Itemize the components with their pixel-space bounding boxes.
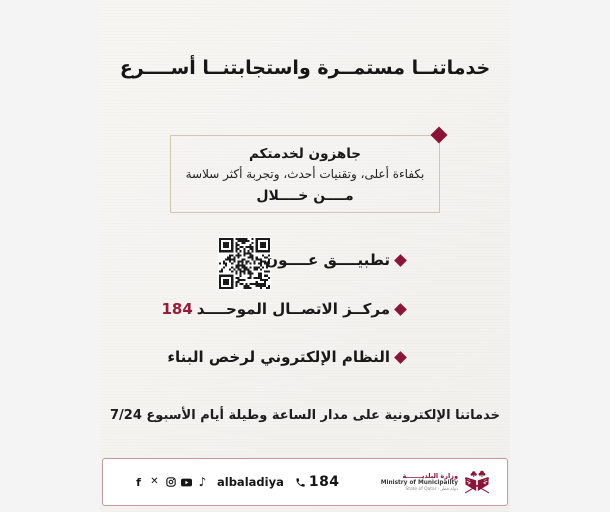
footer-bar	[102, 458, 508, 506]
intro-line-through: مــــن خــــلال	[256, 188, 354, 205]
service-building-permits	[167, 348, 405, 366]
diamond-bullet-icon	[394, 351, 407, 364]
intro-line-efficiency: بكفاءة أعلى، وتقنيات أحدث، وتجربة أكثر سلاسة	[185, 167, 425, 182]
contact-center-number: 184	[161, 300, 193, 318]
tiktok-icon: ♪	[198, 475, 207, 489]
facebook-icon: f	[136, 475, 141, 489]
poster-headline: خدماتنــا مستمــرة واستجابتنــا أســــرع	[119, 57, 491, 79]
service-label: تطبيــــق عــــون	[265, 251, 390, 269]
ministry-name-arabic: وزارة البلديـــــــة	[402, 471, 458, 480]
service-contact-center	[161, 300, 405, 318]
qatar-emblem-icon	[463, 469, 491, 495]
x-icon: ✕	[150, 476, 159, 487]
ministry-poster	[100, 0, 510, 512]
ministry-logo-text	[381, 472, 458, 493]
instagram-icon	[165, 477, 176, 488]
ministry-name-english: Ministry of Municipality	[380, 479, 458, 486]
ministry-logo	[381, 469, 491, 495]
footer-contact-cluster	[133, 474, 340, 490]
diamond-bullet-icon	[394, 254, 407, 267]
intro-line-ready: جاهزون لخدمتكم	[248, 146, 362, 162]
intro-box	[170, 135, 440, 213]
youtube-icon	[181, 477, 192, 488]
ministry-subtitle: State of Qatar · دولة قطر	[405, 486, 458, 492]
service-label: النظام الإلكتروني لرخص البناء	[167, 348, 390, 366]
diamond-icon	[431, 127, 448, 144]
availability-tagline: خدماتنا الإلكترونية على مدار الساعة وطيلة أيام الأسبوع 7/24	[110, 408, 500, 423]
phone-icon	[295, 477, 306, 488]
service-label: مركــز الاتصــال الموحــــد	[196, 300, 390, 318]
diamond-bullet-icon	[394, 303, 407, 316]
service-oun-app	[265, 251, 405, 269]
qr-code-oun-app	[218, 237, 271, 290]
phone-number: 184	[308, 474, 340, 490]
social-handle: albaladiya	[217, 475, 284, 489]
phone-group	[295, 474, 340, 490]
